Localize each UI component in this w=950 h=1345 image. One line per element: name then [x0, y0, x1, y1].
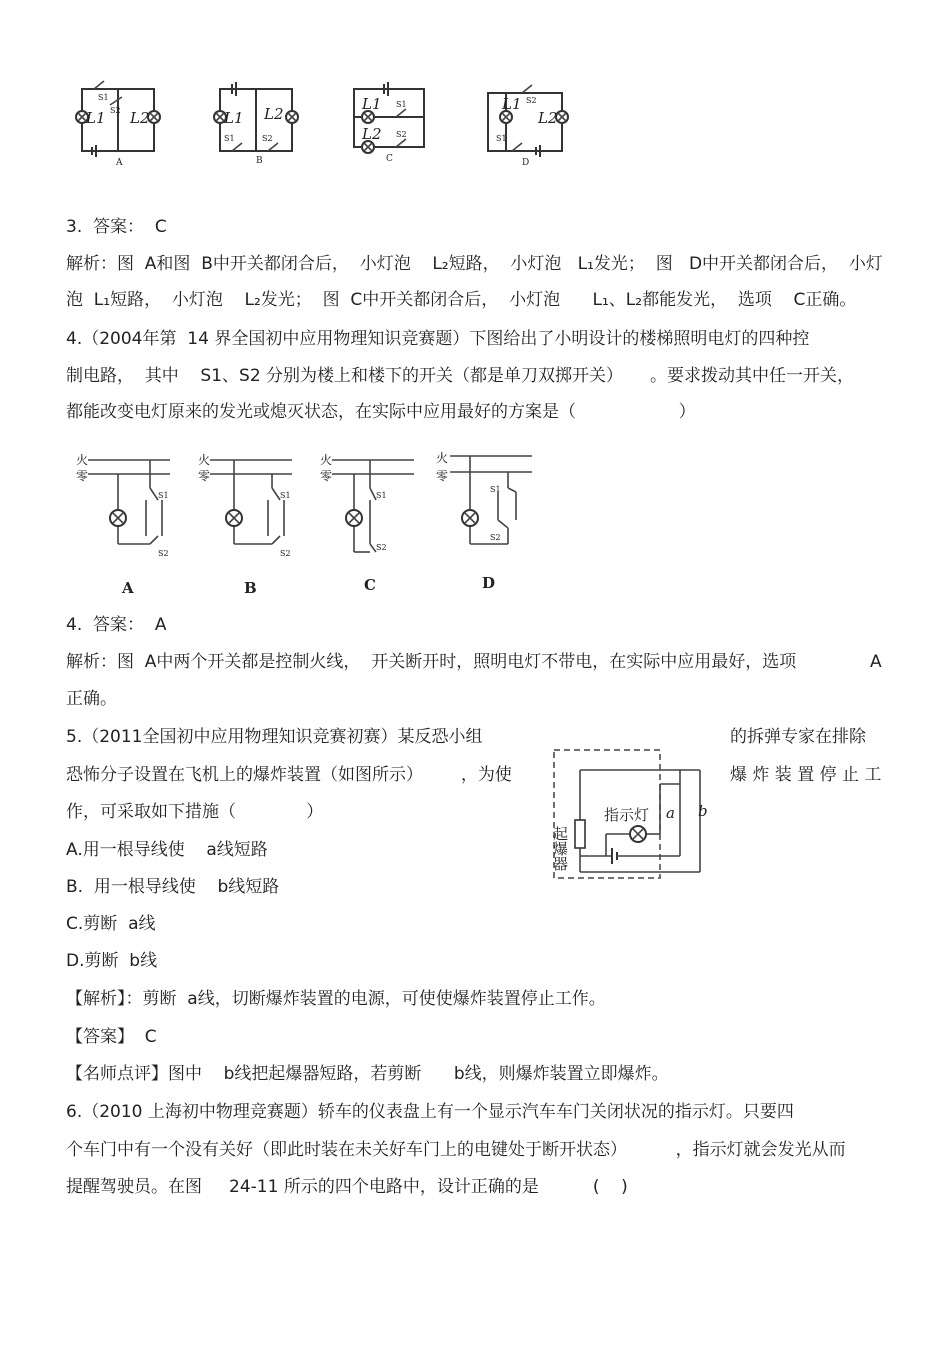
- q5-answer: 【答案】 C: [66, 1027, 157, 1047]
- lamp-label-l2: L2: [538, 109, 558, 127]
- staircase-label-d: D: [482, 574, 496, 592]
- neutral-label: 零: [76, 469, 89, 483]
- live-label: 火: [198, 453, 211, 467]
- q6-question-line-1: 6.（2010 上海初中物理竞赛题）轿车的仪表盘上有一个显示汽车车门关闭状况的指示灯。只要四: [66, 1102, 794, 1122]
- q4-question-line-2: 制电路， 其中 S1、S2 分别为楼上和楼下的开关（都是单刀双掷开关） 。要求拨动其中任一开关，: [66, 366, 855, 386]
- live-label: 火: [436, 451, 449, 465]
- staircase-label-a: A: [122, 579, 134, 597]
- detonator-label: 起爆器: [551, 826, 569, 871]
- q5-question-line-2-right: 爆 炸 装 置 停 止 工: [730, 765, 882, 785]
- neutral-label: 零: [436, 469, 449, 483]
- neutral-label: 零: [198, 469, 211, 483]
- q6-question-line-3: 提醒驾驶员。在图 24-11 所示的四个电路中，设计正确的是 ( ): [66, 1177, 628, 1197]
- switch-label-s2: S2: [526, 96, 537, 105]
- circuit-label-c: C: [386, 154, 393, 164]
- wire-a-label: a: [666, 804, 675, 822]
- switch-label-s2: S2: [396, 130, 407, 139]
- staircase-circuit-a: [76, 452, 170, 597]
- staircase-circuits-q4: [70, 448, 540, 598]
- q3-analysis-line-2: 泡 L₁短路， 小灯泡 L₂发光； 图 C中开关都闭合后， 小灯泡 L₁、L₂都能发光， 选项 C正确。: [66, 290, 857, 310]
- q5-analysis: 【解析】：剪断 a线，切断爆炸装置的电源，可使使爆炸装置停止工作。: [66, 989, 606, 1009]
- lamp-label-l1: L1: [86, 109, 106, 127]
- lamp-label-l1: L1: [224, 109, 244, 127]
- circuit-label-d: D: [522, 158, 530, 168]
- bomb-circuit-figure: [550, 744, 720, 884]
- q5-question-line-3: 作，可采取如下措施（ ）: [66, 802, 324, 822]
- q4-analysis-line-1: 解析：图 A中两个开关都是控制火线， 开关断开时，照明电灯不带电，在实际中应用最好，选项: [66, 652, 797, 672]
- switch-label-s1: S1: [224, 134, 235, 143]
- q5-question-line-2-left: 恐怖分子设置在飞机上的爆炸装置（如图所示） ，为使: [66, 765, 512, 785]
- switch-label-s2: S2: [110, 106, 121, 115]
- q4-question-line-3: 都能改变电灯原来的发光或熄灭状态，在实际中应用最好的方案是（ ）: [66, 402, 696, 422]
- q4-analysis-line-1-end: A: [870, 652, 882, 672]
- lamp-label-l1: L1: [362, 95, 382, 113]
- switch-label-s2: S2: [262, 134, 273, 143]
- staircase-label-b: B: [244, 579, 257, 597]
- q4-answer: 4. 答案： A: [66, 615, 167, 635]
- lamp-label-l2: L2: [130, 109, 150, 127]
- switch-label-s1: S1: [490, 485, 501, 494]
- lamp-label-l2: L2: [362, 125, 382, 143]
- q3-answer: 3. 答案： C: [66, 217, 167, 237]
- circuit-label-a: A: [116, 158, 123, 168]
- neutral-label: 零: [320, 469, 333, 483]
- lamp-label-l2: L2: [264, 105, 284, 123]
- circuit-diagram-set-q3: [70, 75, 630, 185]
- circuit-diagram-d: [488, 85, 568, 168]
- q4-analysis-line-2: 正确。: [66, 689, 117, 709]
- q3-analysis-line-1: 解析：图 A和图 B中开关都闭合后， 小灯泡 L₂短路， 小灯泡 L₁发光； 图 D中开关都闭合后， 小灯: [66, 254, 883, 274]
- switch-label-s1: S1: [376, 491, 387, 500]
- wire-b-label: b: [698, 802, 708, 820]
- switch-label-s1: S1: [158, 491, 169, 500]
- switch-label-s1: S1: [496, 134, 507, 143]
- lamp-label-l1: L1: [502, 95, 522, 113]
- circuit-diagram-c: [354, 82, 424, 164]
- live-label: 火: [76, 453, 89, 467]
- q5-option-c: C.剪断 a线: [66, 914, 156, 934]
- switch-label-s2: S2: [490, 533, 501, 542]
- q5-question-line-1-right: 的拆弹专家在排除: [730, 727, 866, 747]
- switch-label-s2: S2: [376, 543, 387, 552]
- switch-label-s2: S2: [280, 549, 291, 558]
- staircase-circuit-c: [320, 452, 414, 594]
- switch-label-s2: S2: [158, 549, 169, 558]
- q5-question-line-1-left: 5.（2011全国初中应用物理知识竞赛初赛）某反恐小组: [66, 727, 483, 747]
- circuit-diagram-b: [214, 82, 298, 166]
- circuit-label-b: B: [256, 156, 263, 166]
- q5-option-d: D.剪断 b线: [66, 951, 158, 971]
- q5-option-b: B. 用一根导线使 b线短路: [66, 877, 280, 897]
- q5-option-a: A.用一根导线使 a线短路: [66, 840, 268, 860]
- staircase-circuit-d: [436, 450, 532, 592]
- staircase-label-c: C: [364, 576, 376, 594]
- switch-label-s1: S1: [280, 491, 291, 500]
- q5-teacher-comment: 【名师点评】图中 b线把起爆器短路，若剪断 b线，则爆炸装置立即爆炸。: [66, 1064, 669, 1084]
- indicator-lamp-label: 指示灯: [604, 806, 650, 824]
- q6-question-line-2: 个车门中有一个没有关好（即此时装在未关好车门上的电键处于断开状态） ，指示灯就会发光从而: [66, 1140, 846, 1160]
- switch-label-s1: S1: [98, 93, 109, 102]
- circuit-diagram-a: [76, 81, 160, 168]
- switch-label-s1: S1: [396, 100, 407, 109]
- staircase-circuit-b: [198, 452, 292, 597]
- q4-question-line-1: 4.（2004年第 14 界全国初中应用物理知识竞赛题）下图给出了小明设计的楼梯照明电灯的四种控: [66, 329, 810, 349]
- live-label: 火: [320, 453, 333, 467]
